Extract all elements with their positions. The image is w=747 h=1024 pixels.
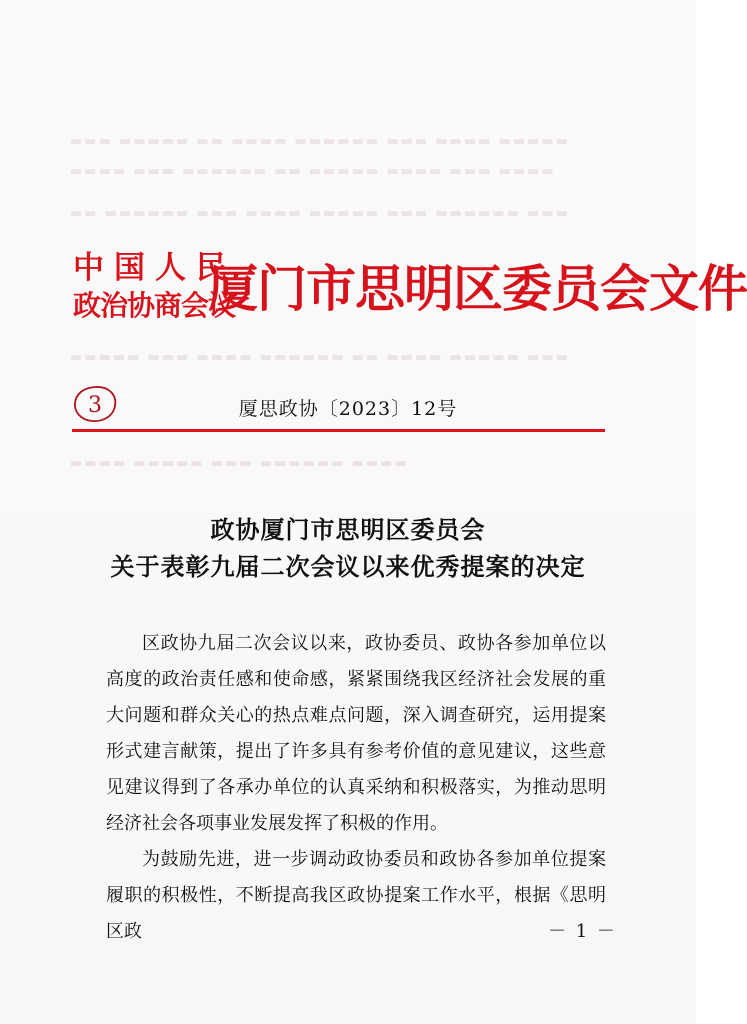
bleed-through-texture: ▬▬▬▬▬ ▬▬▬ ▬▬▬▬ ▬▬▬▬▬▬ ▬▬ ▬▬▬▬ ▬▬▬▬▬ ▬▬▬ bbox=[70, 350, 570, 365]
page-number: － 1 － bbox=[548, 921, 617, 942]
document-title-line-1: 政协厦门市思明区委员会 bbox=[210, 516, 486, 544]
document-title-line-2: 关于表彰九届二次会议以来优秀提案的决定 bbox=[110, 553, 586, 581]
letterhead-org-line-2: 政治协商会议 bbox=[73, 289, 236, 322]
body-paragraph-1: 区政协九届二次会议以来，政协委员、政协各参加单位以高度的政治责任感和使命感，紧紧围绕我区经济社会发展的重大问题和群众关心的热点难点问题，深入调查研究，运用提案形式建言献策，提出了许多具有参考价值的意见建议，这些意见建议得到了各承办单位的认真采纳和积极落实，为推动思明经济社会各项事业发展发挥了积极的作用。 bbox=[106, 633, 606, 834]
svg-text:3: 3 bbox=[88, 393, 102, 418]
letterhead-title: 厦门市思明区委员会文件 bbox=[208, 260, 747, 318]
bleed-through-texture: ▬▬ ▬▬▬▬▬▬ ▬▬▬ ▬▬▬▬ ▬▬▬▬▬ ▬▬▬ ▬▬▬▬▬▬ ▬▬▬ bbox=[70, 206, 570, 221]
body-paragraph-2: 为鼓励先进，进一步调动政协委员和政协各参加单位提案履职的积极性，不断提高我区政协提案工作水平，根据《思明区政 bbox=[106, 849, 606, 942]
letterhead-org-line-1: 中国人民 bbox=[73, 250, 237, 286]
bleed-through-texture: ▬▬▬ ▬▬▬▬▬ ▬▬ ▬▬▬▬ ▬▬▬▬▬▬ ▬▬▬ ▬▬▬▬ ▬▬▬▬▬ bbox=[70, 134, 570, 149]
document-number: 厦思政协〔2023〕12号 bbox=[238, 398, 458, 420]
bleed-through-texture: ▬▬▬▬ ▬▬▬▬▬ ▬▬▬ ▬▬▬▬▬▬ ▬▬▬▬ bbox=[70, 456, 409, 471]
letterhead bbox=[73, 244, 747, 340]
bleed-through-texture: ▬▬▬▬ ▬▬▬ ▬▬▬▬▬▬ ▬▬ ▬▬▬▬▬ ▬▬▬▬ ▬▬▬ ▬▬▬▬ bbox=[70, 164, 556, 179]
red-divider-rule bbox=[72, 429, 605, 432]
